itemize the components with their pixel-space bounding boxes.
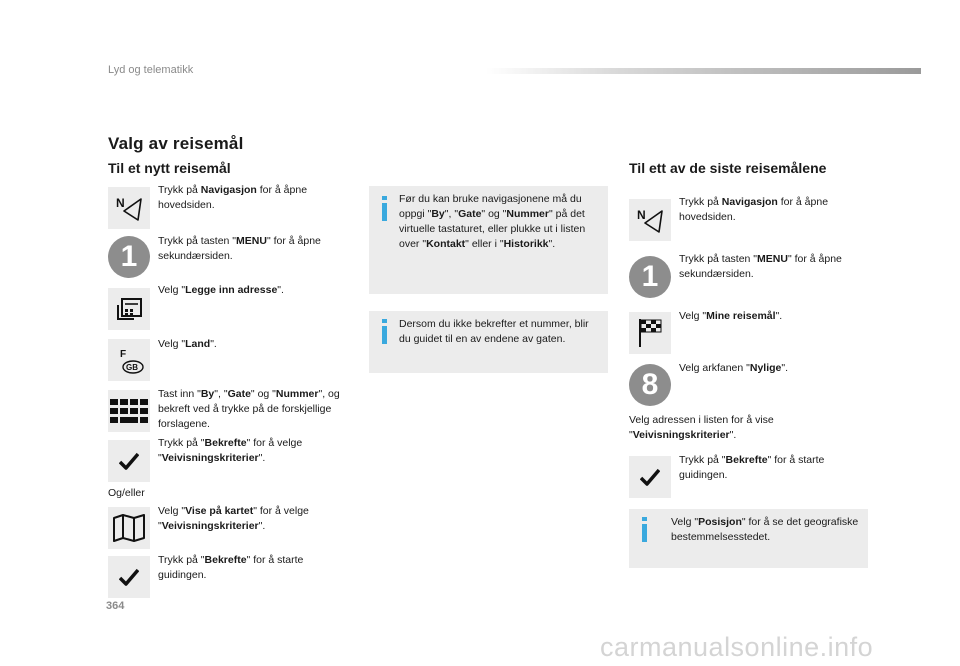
step-text-start-guidance: Trykk på "Bekrefte" for å starte guidingen.	[158, 554, 304, 581]
country-flag-icon	[108, 339, 150, 381]
step-text-confirm-criteria: Trykk på "Bekrefte" for å velge "Veivisningskriterier".	[158, 437, 303, 464]
keyboard-icon	[108, 390, 150, 432]
navigation-icon	[629, 199, 671, 241]
checkmark-icon	[108, 440, 150, 482]
info-icon	[642, 524, 647, 542]
step-text-address: Velg "Legge inn adresse".	[158, 284, 284, 296]
right-step-text-navigation: Trykk på Navigasjon for å åpne hovedsiden.	[679, 196, 829, 223]
address-entry-icon	[108, 288, 150, 330]
info-box-requirements	[369, 186, 608, 294]
right-column-heading: Til ett av de siste reisemålene	[629, 160, 827, 176]
step-text-navigation: Trykk på Navigasjon for å åpne hovedsiden.	[158, 184, 308, 211]
step-badge-1: 1	[108, 236, 150, 278]
svg-text:N: N	[116, 196, 125, 210]
step-text-menu: Trykk på tasten "MENU" for å åpne sekundærsiden.	[158, 235, 321, 262]
right-select-address-text: Velg adressen i listen for å vise "Veivisningskriterier".	[629, 414, 774, 441]
map-icon	[108, 507, 150, 549]
checkmark-icon	[108, 556, 150, 598]
checkered-flag-icon	[629, 312, 671, 354]
navigation-icon	[108, 187, 150, 229]
step-badge-1: 1	[629, 256, 671, 298]
info-text-requirements: Før du kan bruke navigasjonene må du oppgi "By", "Gate" og "Nummer" på det virtuelle tastaturet, eller plukke ut i listen over "Kontakt" eller i "Historikk".	[399, 193, 586, 250]
or-label: Og/eller	[108, 487, 145, 499]
info-text-number: Dersom du ikke bekrefter et nummer, blir du guidet til en av endene av gaten.	[399, 318, 589, 345]
step-text-show-map: Velg "Vise på kartet" for å velge "Veivisningskriterier".	[158, 505, 309, 532]
step-text-country: Velg "Land".	[158, 338, 217, 350]
country-code-gb: GB	[126, 363, 138, 372]
info-box-number	[369, 311, 608, 373]
watermark: carmanualsonline.info	[600, 632, 874, 662]
checkmark-icon	[629, 456, 671, 498]
section-label: Lyd og telematikk	[108, 64, 194, 76]
page-number: 364	[106, 600, 125, 612]
info-icon	[382, 203, 387, 221]
right-step-text-my-destinations: Velg "Mine reisemål".	[679, 310, 783, 322]
right-step-text-start-guidance: Trykk på "Bekrefte" for å starte guidingen.	[679, 454, 825, 481]
right-step-text-recent: Velg arkfanen "Nylige".	[679, 362, 789, 374]
info-icon	[382, 326, 387, 344]
svg-text:N: N	[637, 208, 646, 222]
header-divider	[486, 68, 921, 74]
info-text-position: Velg "Posisjon" for å se det geografiske bestemmelsesstedet.	[671, 516, 859, 543]
page-title: Valg av reisemål	[108, 134, 244, 153]
left-column-heading: Til et nytt reisemål	[108, 160, 231, 176]
step-badge-8: 8	[629, 364, 671, 406]
info-box-position	[629, 509, 868, 568]
country-code-f: F	[120, 349, 127, 360]
step-text-enter-address: Tast inn "By", "Gate" og "Nummer", og bekreft ved å trykke på de forskjellige forslagene.	[158, 388, 340, 430]
right-step-text-menu: Trykk på tasten "MENU" for å åpne sekundærsiden.	[679, 253, 842, 280]
